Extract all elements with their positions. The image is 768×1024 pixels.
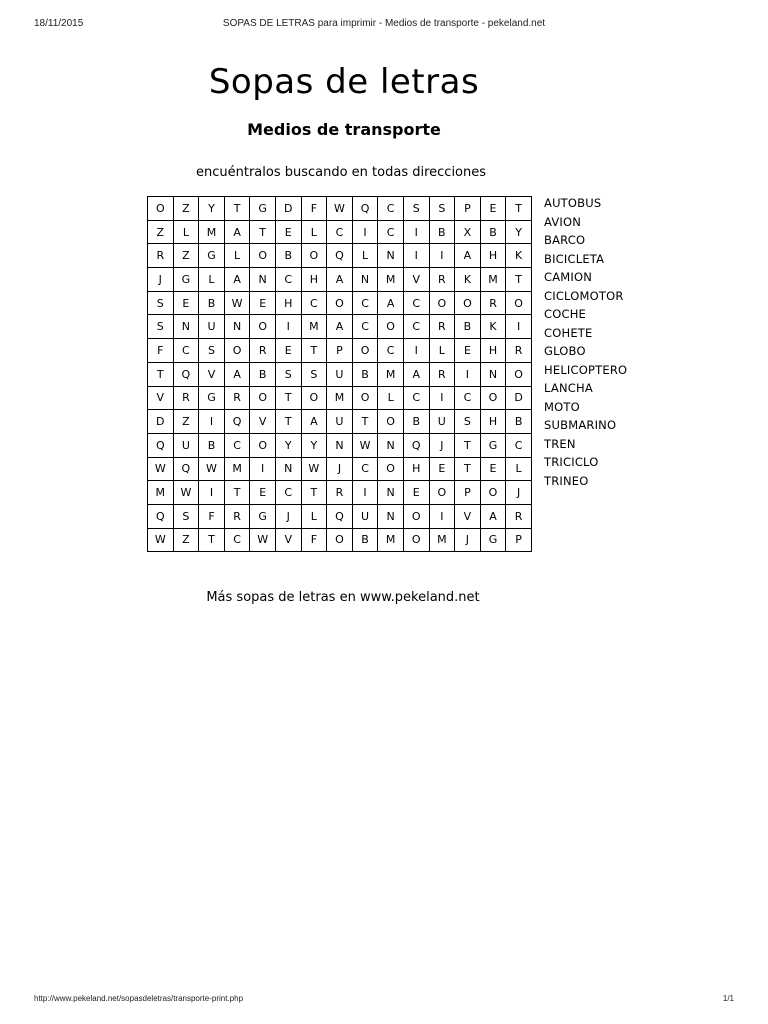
grid-cell: A bbox=[455, 244, 481, 268]
grid-cell: G bbox=[250, 197, 276, 221]
grid-cell: S bbox=[199, 339, 225, 363]
word-list-item: BARCO bbox=[544, 233, 586, 247]
grid-cell: Y bbox=[275, 433, 301, 457]
grid-cell: E bbox=[173, 291, 199, 315]
grid-cell: D bbox=[506, 386, 532, 410]
grid-cell: Z bbox=[173, 410, 199, 434]
grid-cell: M bbox=[148, 481, 174, 505]
word-list-item: COCHE bbox=[544, 307, 587, 321]
grid-cell: M bbox=[429, 528, 455, 552]
grid-cell: V bbox=[403, 268, 429, 292]
grid-cell: O bbox=[480, 481, 506, 505]
grid-cell: L bbox=[199, 268, 225, 292]
grid-cell: I bbox=[455, 362, 481, 386]
grid-cell: L bbox=[173, 220, 199, 244]
grid-cell: O bbox=[250, 315, 276, 339]
grid-cell: N bbox=[378, 481, 404, 505]
grid-cell: O bbox=[301, 386, 327, 410]
grid-cell: U bbox=[429, 410, 455, 434]
grid-cell: Z bbox=[173, 244, 199, 268]
grid-cell: I bbox=[352, 481, 378, 505]
grid-row bbox=[148, 291, 532, 315]
grid-cell: J bbox=[148, 268, 174, 292]
word-list-item: TRICICLO bbox=[544, 455, 599, 469]
grid-cell: O bbox=[429, 481, 455, 505]
grid-cell: B bbox=[455, 315, 481, 339]
grid-cell: J bbox=[275, 504, 301, 528]
grid-cell: O bbox=[148, 197, 174, 221]
grid-cell: O bbox=[378, 410, 404, 434]
grid-cell: D bbox=[275, 197, 301, 221]
grid-cell: O bbox=[506, 362, 532, 386]
grid-row bbox=[148, 433, 532, 457]
grid-cell: L bbox=[429, 339, 455, 363]
grid-cell: U bbox=[173, 433, 199, 457]
grid-cell: T bbox=[199, 528, 225, 552]
grid-cell: C bbox=[224, 528, 250, 552]
grid-row bbox=[148, 315, 532, 339]
word-list-item: SUBMARINO bbox=[544, 418, 617, 432]
grid-cell: H bbox=[480, 244, 506, 268]
grid-cell: T bbox=[275, 410, 301, 434]
grid-row bbox=[148, 268, 532, 292]
word-list-item: HELICOPTERO bbox=[544, 362, 628, 377]
page-subtitle: Medios de transporte bbox=[247, 120, 441, 139]
grid-row bbox=[148, 386, 532, 410]
grid-cell: N bbox=[250, 268, 276, 292]
grid-cell: O bbox=[327, 291, 353, 315]
grid-cell: I bbox=[275, 315, 301, 339]
grid-cell: P bbox=[327, 339, 353, 363]
grid-cell: T bbox=[148, 362, 174, 386]
grid-cell: C bbox=[275, 268, 301, 292]
grid-cell: E bbox=[403, 481, 429, 505]
grid-cell: T bbox=[506, 197, 532, 221]
grid-cell: A bbox=[327, 315, 353, 339]
grid-cell: W bbox=[352, 433, 378, 457]
grid-cell: C bbox=[378, 220, 404, 244]
grid-cell: B bbox=[403, 410, 429, 434]
grid-cell: T bbox=[275, 386, 301, 410]
grid-cell: I bbox=[429, 504, 455, 528]
grid-cell: O bbox=[429, 291, 455, 315]
grid-cell: J bbox=[327, 457, 353, 481]
grid-cell: C bbox=[506, 433, 532, 457]
grid-cell: O bbox=[455, 291, 481, 315]
grid-cell: I bbox=[429, 386, 455, 410]
grid-cell: C bbox=[352, 457, 378, 481]
grid-cell: L bbox=[224, 244, 250, 268]
grid-cell: D bbox=[148, 410, 174, 434]
grid-cell: B bbox=[506, 410, 532, 434]
word-list-item: MOTO bbox=[544, 399, 580, 414]
grid-cell: S bbox=[173, 504, 199, 528]
grid-cell: M bbox=[378, 268, 404, 292]
grid-cell: R bbox=[250, 339, 276, 363]
grid-cell: V bbox=[250, 410, 276, 434]
grid-cell: X bbox=[455, 220, 481, 244]
grid-cell: O bbox=[352, 386, 378, 410]
word-list-item: COHETE bbox=[544, 325, 593, 340]
grid-cell: T bbox=[224, 197, 250, 221]
print-date: 18/11/2015 bbox=[34, 18, 84, 29]
grid-cell: N bbox=[378, 504, 404, 528]
grid-cell: R bbox=[429, 315, 455, 339]
grid-cell: B bbox=[352, 528, 378, 552]
grid-cell: N bbox=[275, 457, 301, 481]
grid-cell: A bbox=[224, 268, 250, 292]
grid-cell: B bbox=[480, 220, 506, 244]
word-list-item: AUTOBUS bbox=[544, 196, 602, 210]
grid-cell: C bbox=[327, 220, 353, 244]
grid-cell: R bbox=[173, 386, 199, 410]
grid-cell: R bbox=[327, 481, 353, 505]
grid-cell: Q bbox=[173, 457, 199, 481]
grid-row bbox=[148, 362, 532, 386]
grid-cell: S bbox=[403, 197, 429, 221]
grid-cell: W bbox=[224, 291, 250, 315]
grid-cell: S bbox=[429, 197, 455, 221]
grid-cell: W bbox=[250, 528, 276, 552]
grid-cell: W bbox=[148, 457, 174, 481]
grid-cell: J bbox=[429, 433, 455, 457]
grid-cell: E bbox=[250, 291, 276, 315]
grid-cell: O bbox=[224, 339, 250, 363]
grid-cell: V bbox=[199, 362, 225, 386]
grid-cell: M bbox=[199, 220, 225, 244]
grid-cell: O bbox=[250, 386, 276, 410]
grid-cell: M bbox=[378, 362, 404, 386]
word-list-item: GLOBO bbox=[544, 344, 586, 358]
grid-cell: U bbox=[327, 410, 353, 434]
grid-cell: S bbox=[275, 362, 301, 386]
grid-cell: C bbox=[378, 339, 404, 363]
word-list-item: CAMION bbox=[544, 270, 593, 284]
grid-cell: U bbox=[327, 362, 353, 386]
word-list-item: TRINEO bbox=[544, 473, 589, 488]
grid-cell: E bbox=[275, 220, 301, 244]
grid-cell: O bbox=[301, 244, 327, 268]
grid-cell: A bbox=[224, 220, 250, 244]
grid-cell: N bbox=[378, 244, 404, 268]
grid-cell: C bbox=[301, 291, 327, 315]
grid-cell: N bbox=[378, 433, 404, 457]
grid-cell: L bbox=[506, 457, 532, 481]
grid-cell: C bbox=[378, 197, 404, 221]
grid-cell: I bbox=[199, 410, 225, 434]
grid-cell: A bbox=[403, 362, 429, 386]
grid-cell: Q bbox=[327, 244, 353, 268]
grid-cell: O bbox=[378, 457, 404, 481]
grid-cell: F bbox=[301, 197, 327, 221]
grid-cell: R bbox=[224, 504, 250, 528]
grid-cell: G bbox=[480, 433, 506, 457]
grid-cell: S bbox=[148, 291, 174, 315]
grid-cell: T bbox=[455, 433, 481, 457]
word-search-grid bbox=[147, 196, 532, 552]
grid-cell: O bbox=[378, 315, 404, 339]
grid-cell: W bbox=[199, 457, 225, 481]
grid-cell: S bbox=[148, 315, 174, 339]
grid-cell: E bbox=[480, 457, 506, 481]
grid-cell: G bbox=[173, 268, 199, 292]
grid-cell: L bbox=[301, 220, 327, 244]
grid-cell: L bbox=[352, 244, 378, 268]
grid-cell: Y bbox=[301, 433, 327, 457]
grid-row bbox=[148, 504, 532, 528]
grid-cell: G bbox=[480, 528, 506, 552]
grid-cell: E bbox=[480, 197, 506, 221]
grid-cell: M bbox=[480, 268, 506, 292]
grid-cell: P bbox=[455, 197, 481, 221]
grid-cell: Z bbox=[148, 220, 174, 244]
page-title: Sopas de letras bbox=[208, 62, 480, 102]
grid-cell: S bbox=[455, 410, 481, 434]
grid-row bbox=[148, 410, 532, 434]
grid-cell: Y bbox=[199, 197, 225, 221]
grid-cell: G bbox=[199, 244, 225, 268]
grid-cell: B bbox=[199, 291, 225, 315]
grid-cell: Q bbox=[224, 410, 250, 434]
grid-cell: R bbox=[429, 268, 455, 292]
grid-cell: C bbox=[403, 315, 429, 339]
grid-cell: F bbox=[199, 504, 225, 528]
grid-cell: O bbox=[403, 528, 429, 552]
grid-cell: H bbox=[301, 268, 327, 292]
grid-row bbox=[148, 220, 532, 244]
grid-cell: Q bbox=[403, 433, 429, 457]
grid-cell: Q bbox=[148, 433, 174, 457]
grid-cell: N bbox=[173, 315, 199, 339]
grid-cell: C bbox=[275, 481, 301, 505]
grid-cell: C bbox=[173, 339, 199, 363]
grid-cell: N bbox=[480, 362, 506, 386]
grid-cell: O bbox=[506, 291, 532, 315]
print-header-title: SOPAS DE LETRAS para imprimir - Medios de transporte - pekeland.net bbox=[222, 18, 546, 29]
more-puzzles-text: Más sopas de letras en www.pekeland.net bbox=[206, 590, 480, 605]
grid-cell: A bbox=[224, 362, 250, 386]
grid-cell: O bbox=[327, 528, 353, 552]
grid-cell: G bbox=[250, 504, 276, 528]
grid-cell: O bbox=[250, 244, 276, 268]
grid-cell: T bbox=[301, 481, 327, 505]
grid-cell: E bbox=[455, 339, 481, 363]
print-footer-url: http://www.pekeland.net/sopasdeletras/transporte-print.php bbox=[34, 994, 244, 1003]
grid-cell: N bbox=[224, 315, 250, 339]
grid-cell: G bbox=[199, 386, 225, 410]
grid-cell: A bbox=[378, 291, 404, 315]
grid-cell: R bbox=[224, 386, 250, 410]
grid-cell: A bbox=[301, 410, 327, 434]
grid-cell: I bbox=[352, 220, 378, 244]
grid-cell: C bbox=[352, 291, 378, 315]
grid-cell: H bbox=[480, 339, 506, 363]
grid-cell: W bbox=[173, 481, 199, 505]
grid-cell: Y bbox=[506, 220, 532, 244]
word-list-item: TREN bbox=[544, 436, 576, 451]
grid-cell: R bbox=[148, 244, 174, 268]
grid-cell: L bbox=[301, 504, 327, 528]
grid-cell: A bbox=[327, 268, 353, 292]
grid-cell: H bbox=[480, 410, 506, 434]
grid-cell: T bbox=[455, 457, 481, 481]
grid-cell: E bbox=[250, 481, 276, 505]
grid-row bbox=[148, 481, 532, 505]
grid-cell: N bbox=[327, 433, 353, 457]
grid-cell: L bbox=[378, 386, 404, 410]
grid-cell: P bbox=[506, 528, 532, 552]
grid-cell: M bbox=[224, 457, 250, 481]
grid-cell: O bbox=[403, 504, 429, 528]
grid-row bbox=[148, 339, 532, 363]
grid-cell: Q bbox=[173, 362, 199, 386]
word-list-item: LANCHA bbox=[544, 381, 593, 395]
grid-cell: R bbox=[506, 504, 532, 528]
grid-row bbox=[148, 457, 532, 481]
grid-cell: M bbox=[301, 315, 327, 339]
grid-cell: K bbox=[455, 268, 481, 292]
grid-cell: S bbox=[301, 362, 327, 386]
grid-cell: C bbox=[352, 315, 378, 339]
grid-cell: B bbox=[429, 220, 455, 244]
grid-cell: V bbox=[455, 504, 481, 528]
grid-cell: Q bbox=[148, 504, 174, 528]
grid-cell: W bbox=[148, 528, 174, 552]
instructions-text: encuéntralos buscando en todas direcciones bbox=[195, 165, 487, 180]
grid-cell: Q bbox=[352, 197, 378, 221]
grid-cell: U bbox=[199, 315, 225, 339]
grid-cell: R bbox=[429, 362, 455, 386]
grid-cell: I bbox=[250, 457, 276, 481]
grid-cell: I bbox=[506, 315, 532, 339]
grid-cell: J bbox=[506, 481, 532, 505]
grid-cell: T bbox=[224, 481, 250, 505]
grid-cell: I bbox=[429, 244, 455, 268]
grid-cell: Q bbox=[327, 504, 353, 528]
grid-cell: C bbox=[224, 433, 250, 457]
grid-cell: V bbox=[275, 528, 301, 552]
grid-cell: V bbox=[148, 386, 174, 410]
grid-cell: O bbox=[250, 433, 276, 457]
grid-cell: R bbox=[506, 339, 532, 363]
grid-cell: O bbox=[480, 386, 506, 410]
grid-cell: N bbox=[352, 268, 378, 292]
grid-cell: I bbox=[403, 220, 429, 244]
grid-cell: P bbox=[455, 481, 481, 505]
word-list-item: BICICLETA bbox=[544, 251, 605, 266]
grid-cell: I bbox=[199, 481, 225, 505]
grid-cell: E bbox=[275, 339, 301, 363]
word-list bbox=[544, 194, 627, 490]
grid-cell: C bbox=[455, 386, 481, 410]
grid-cell: Z bbox=[173, 528, 199, 552]
grid-cell: W bbox=[301, 457, 327, 481]
grid-cell: K bbox=[506, 244, 532, 268]
grid-cell: B bbox=[352, 362, 378, 386]
grid-cell: B bbox=[250, 362, 276, 386]
grid-cell: F bbox=[148, 339, 174, 363]
grid-cell: T bbox=[352, 410, 378, 434]
grid-cell: B bbox=[199, 433, 225, 457]
grid-cell: K bbox=[480, 315, 506, 339]
grid-cell: A bbox=[480, 504, 506, 528]
grid-cell: C bbox=[403, 386, 429, 410]
grid-cell: E bbox=[429, 457, 455, 481]
grid-cell: I bbox=[403, 244, 429, 268]
grid-cell: T bbox=[506, 268, 532, 292]
grid-row bbox=[148, 528, 532, 552]
grid-cell: J bbox=[455, 528, 481, 552]
grid-cell: T bbox=[250, 220, 276, 244]
grid-cell: M bbox=[378, 528, 404, 552]
grid-cell: M bbox=[327, 386, 353, 410]
grid-cell: U bbox=[352, 504, 378, 528]
grid-row bbox=[148, 244, 532, 268]
grid-cell: B bbox=[275, 244, 301, 268]
grid-cell: F bbox=[301, 528, 327, 552]
word-list-item: CICLOMOTOR bbox=[544, 288, 624, 303]
grid-cell: H bbox=[403, 457, 429, 481]
grid-cell: C bbox=[403, 291, 429, 315]
grid-cell: Z bbox=[173, 197, 199, 221]
grid-cell: I bbox=[403, 339, 429, 363]
grid-cell: H bbox=[275, 291, 301, 315]
grid-row bbox=[148, 197, 532, 221]
grid-cell: O bbox=[352, 339, 378, 363]
print-page-number: 1/1 bbox=[722, 994, 734, 1003]
word-list-item: AVION bbox=[544, 214, 582, 229]
grid-cell: R bbox=[480, 291, 506, 315]
grid-cell: T bbox=[301, 339, 327, 363]
grid-cell: W bbox=[327, 197, 353, 221]
